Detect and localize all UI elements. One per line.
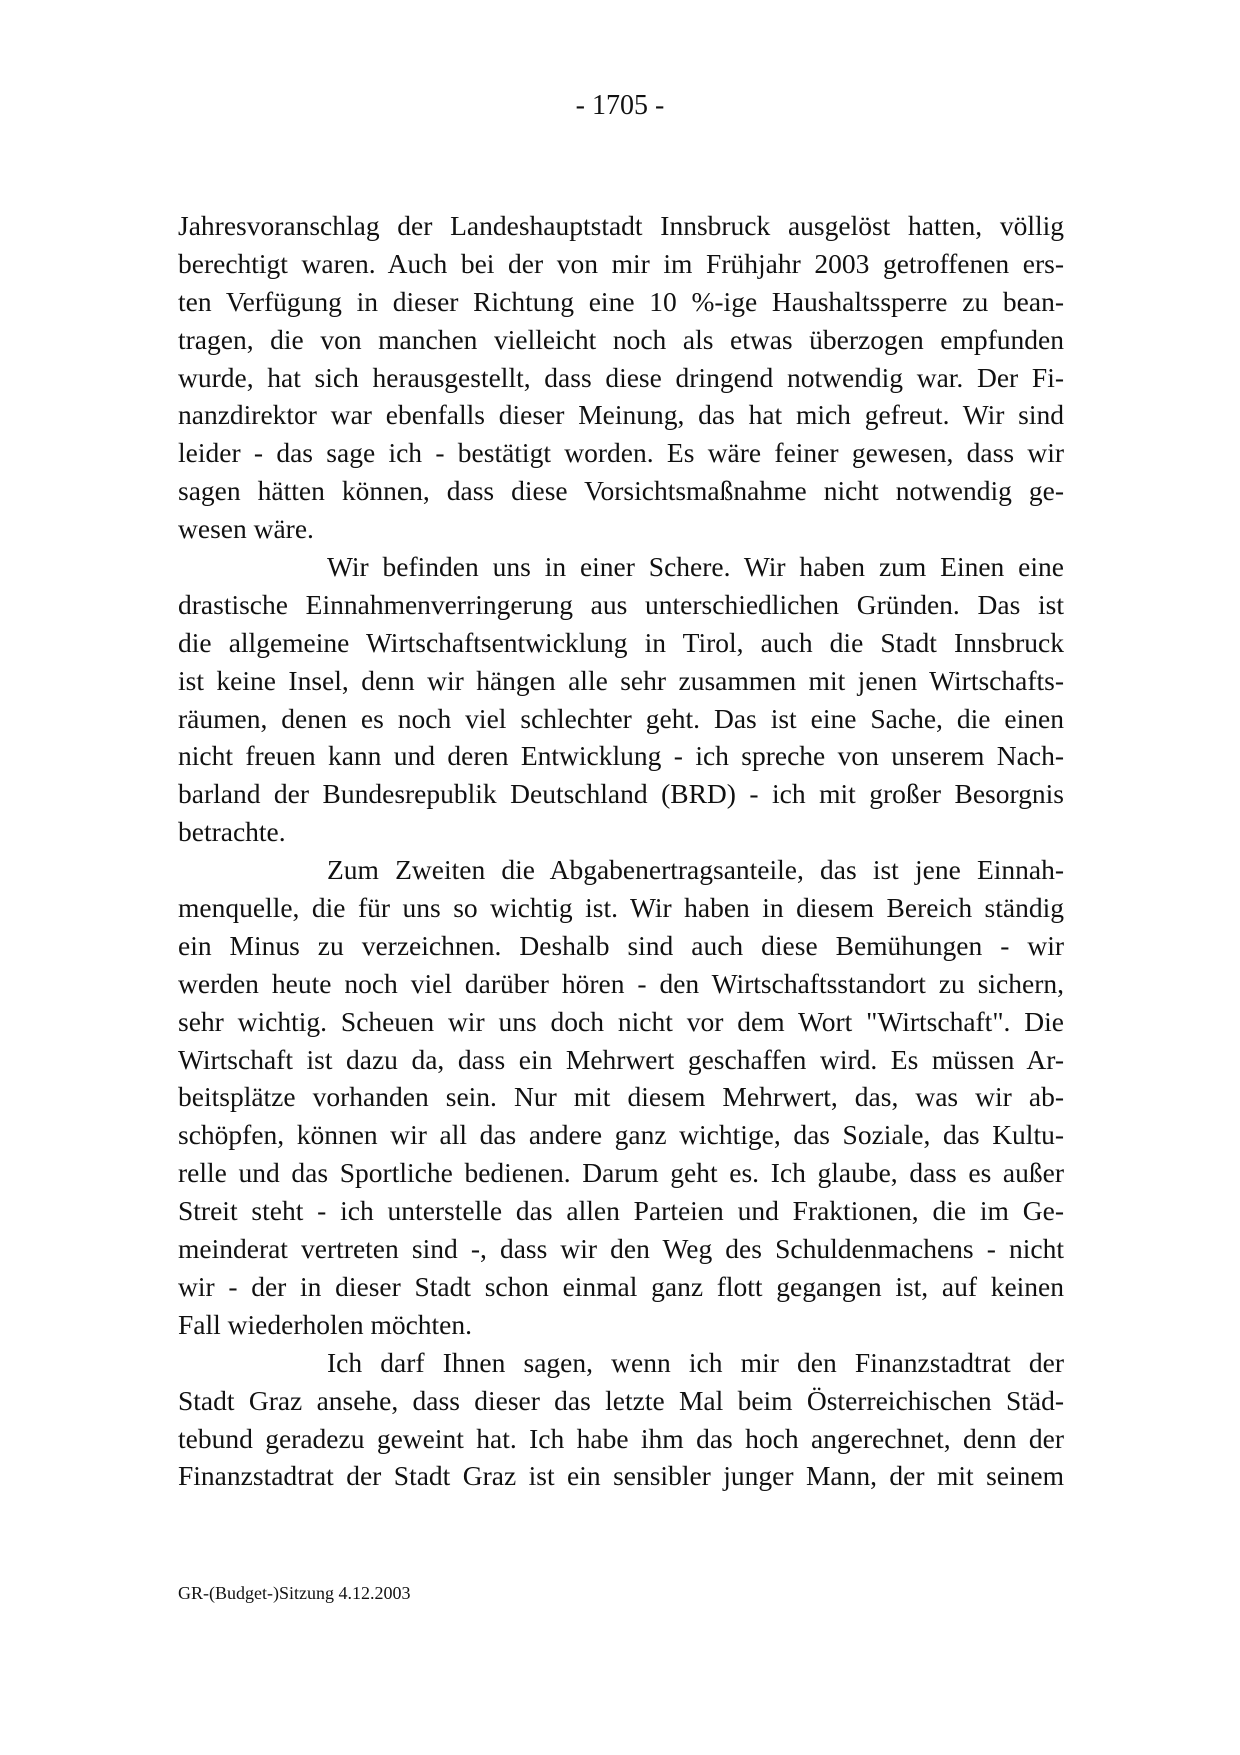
text-line: sehr wichtig. Scheuen wir uns doch nicht vor dem Wort "Wirtschaft". Die [178,1005,1064,1037]
text-line: Finanzstadtrat der Stadt Graz ist ein sensibler junger Mann, der mit seinem [178,1460,1064,1492]
paragraph [178,851,1064,1344]
text-line: nanzdirektor war ebenfalls dieser Meinung, das hat mich gefreut. Wir sind [178,399,1064,431]
text-line: Streit steht - ich unterstelle das allen Parteien und Fraktionen, die im Ge- [178,1195,1064,1227]
text-line: Ich darf Ihnen sagen, wenn ich mir den Finanzstadtrat der [327,1346,1064,1378]
text-line: Zum Zweiten die Abgabenertragsanteile, das ist jene Einnah- [327,854,1064,886]
text-line: ein Minus zu verzeichnen. Deshalb sind auch diese Bemühungen - wir [178,929,1064,961]
text-line: Jahresvoranschlag der Landeshauptstadt Innsbruck ausgelöst hatten, völlig [178,210,1064,241]
text-line: schöpfen, können wir all das andere ganz wichtige, das Soziale, das Kultu- [178,1119,1064,1151]
paragraph [178,207,1064,548]
text-line: relle und das Sportliche bedienen. Darum geht es. Ich glaube, dass es außer [178,1157,1064,1189]
footer-session-info: GR-(Budget-)Sitzung 4.12.2003 [178,1583,411,1603]
text-line: menquelle, die für uns so wichtig ist. Wir haben in diesem Bereich ständig [178,892,1064,924]
text-line: wurde, hat sich herausgestellt, dass diese dringend notwendig war. Der Fi- [178,361,1064,393]
text-line: meinderat vertreten sind -, dass wir den Weg des Schuldenmachens - nicht [178,1233,1064,1265]
page-number: - 1705 - [575,90,665,121]
text-line: Fall wiederholen möchten. [178,1308,473,1340]
text-line: barland der Bundesrepublik Deutschland (BRD) - ich mit großer Besorgnis [178,778,1064,810]
text-line: tragen, die von manchen vielleicht noch als etwas überzogen empfunden [178,323,1064,355]
text-line: Stadt Graz ansehe, dass dieser das letzte Mal beim Österreichischen Städ- [178,1384,1064,1416]
text-line: die allgemeine Wirtschaftsentwicklung in Tirol, auch die Stadt Innsbruck [178,626,1064,658]
text-line: nicht freuen kann und deren Entwicklung - ich spreche von unserem Nach- [178,740,1064,772]
text-line: Wir befinden uns in einer Schere. Wir haben zum Einen eine [327,551,1064,583]
text-line: wir - der in dieser Stadt schon einmal ganz flott gegangen ist, auf keinen [178,1270,1064,1302]
text-line: leider - das sage ich - bestätigt worden. Es wäre feiner gewesen, dass wir [178,437,1064,469]
text-line: ist keine Insel, denn wir hängen alle sehr zusammen mit jenen Wirtschafts- [178,664,1064,696]
text-line: betrachte. [178,816,286,848]
body-text [178,207,1064,1495]
text-line: berechtigt waren. Auch bei der von mir im Frühjahr 2003 getroffenen ers- [178,247,1064,279]
paragraph [178,548,1064,851]
text-line: beitsplätze vorhanden sein. Nur mit diesem Mehrwert, das, was wir ab- [178,1081,1064,1113]
text-line: wesen wäre. [178,513,314,545]
text-line: sagen hätten können, dass diese Vorsichtsmaßnahme nicht notwendig ge- [178,475,1064,507]
text-line: räumen, denen es noch viel schlechter geht. Das ist eine Sache, die einen [178,702,1064,734]
text-line: tebund geradezu geweint hat. Ich habe ihm das hoch angerechnet, denn der [178,1422,1064,1454]
paragraph [178,1344,1064,1496]
text-line: drastische Einnahmenverringerung aus unterschiedlichen Gründen. Das ist [178,588,1064,620]
text-line: Wirtschaft ist dazu da, dass ein Mehrwert geschaffen wird. Es müssen Ar- [178,1043,1064,1075]
text-line: werden heute noch viel darüber hören - den Wirtschaftsstandort zu sichern, [178,967,1064,999]
text-line: ten Verfügung in dieser Richtung eine 10 %-ige Haushaltssperre zu bean- [178,285,1064,317]
